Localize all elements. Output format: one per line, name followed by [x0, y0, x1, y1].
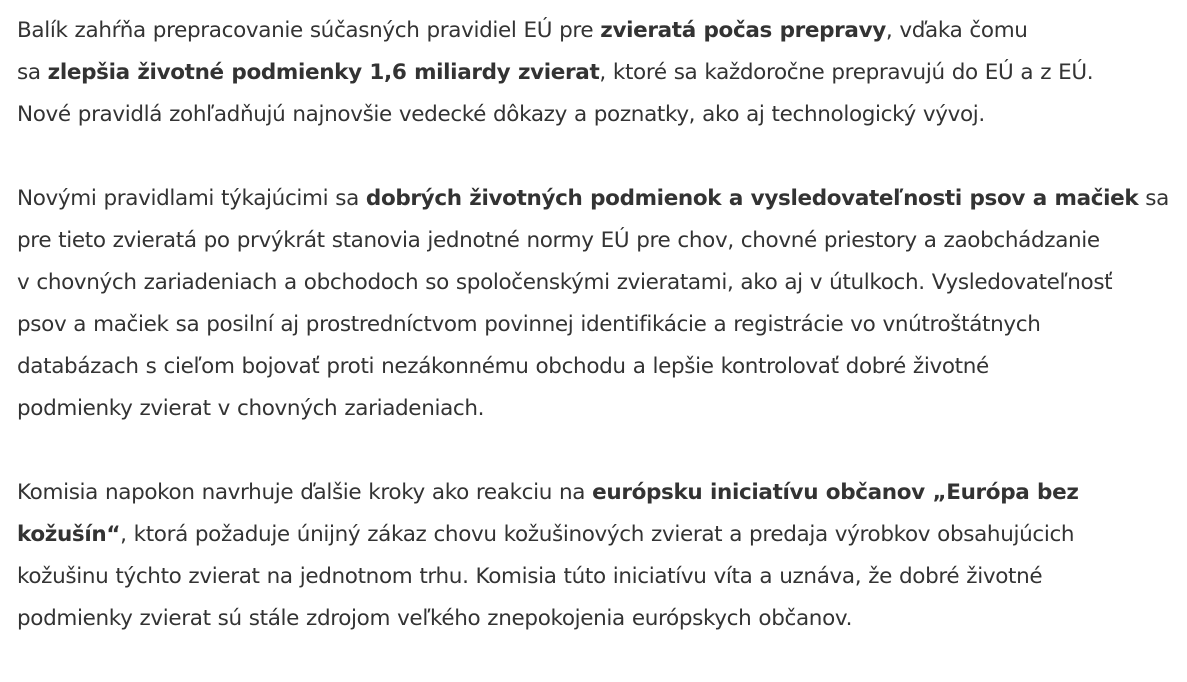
text-line — [17, 94, 1187, 136]
paragraph — [17, 472, 1187, 640]
text-line — [17, 262, 1187, 304]
text-span: kožušinu týchto zvierat na jednotnom trhu. Komisia túto iniciatívu víta a uznáva, že dobré životné — [17, 564, 1043, 589]
bold-text: zvieratá počas prepravy — [600, 18, 886, 43]
text-span: databázach s cieľom bojovať proti nezákonnému obchodu a lepšie kontrolovať dobré životné — [17, 354, 989, 379]
bold-text: dobrých životných podmienok a vysledovateľnosti psov a mačiek — [365, 186, 1139, 211]
bold-text: zlepšia životné podmienky 1,6 miliardy zvierat — [47, 60, 600, 85]
bold-text: kožušín“ — [17, 522, 121, 547]
text-span: psov a mačiek sa posilní aj prostredníctvom povinnej identifikácie a registrácie vo vnútroštátnych — [17, 312, 1041, 337]
text-line — [17, 556, 1187, 598]
text-span: Balík zahŕňa prepracovanie súčasných pravidiel EÚ pre — [17, 18, 601, 43]
text-span: podmienky zvierat sú stále zdrojom veľkého znepokojenia európskych občanov. — [17, 606, 853, 631]
text-span: , ktoré sa každoročne prepravujú do EÚ a z EÚ. — [599, 60, 1094, 85]
article-body — [17, 10, 1187, 682]
text-line — [17, 388, 1187, 430]
text-line — [17, 304, 1187, 346]
text-span: sa — [1138, 186, 1169, 211]
text-span: sa — [17, 60, 48, 85]
text-span: , vďaka čomu — [885, 18, 1028, 43]
text-line — [17, 178, 1187, 220]
text-line — [17, 346, 1187, 388]
text-span: pre tieto zvieratá po prvýkrát stanovia jednotné normy EÚ pre chov, chovné priestory a zaobchádzanie — [17, 228, 1100, 253]
text-line — [17, 472, 1187, 514]
text-line — [17, 10, 1187, 52]
text-line — [17, 514, 1187, 556]
text-line — [17, 220, 1187, 262]
bold-text: európsku iniciatívu občanov „Európa bez — [592, 480, 1079, 505]
text-span: , ktorá požaduje únijný zákaz chovu kožušinových zvierat a predaja výrobkov obsahujúcich — [120, 522, 1075, 547]
text-span: Nové pravidlá zohľadňujú najnovšie vedecké dôkazy a poznatky, ako aj technologický vývoj. — [17, 102, 985, 127]
text-span: v chovných zariadeniach a obchodoch so spoločenskými zvieratami, ako aj v útulkoch. Vysledovateľnosť — [17, 270, 1113, 295]
text-span: podmienky zvierat v chovných zariadeniach. — [17, 396, 485, 421]
text-span: Komisia napokon navrhuje ďalšie kroky ako reakciu na — [17, 480, 593, 505]
text-span: Novými pravidlami týkajúcimi sa — [17, 186, 366, 211]
paragraph — [17, 10, 1187, 136]
text-line — [17, 598, 1187, 640]
paragraph — [17, 178, 1187, 430]
text-line — [17, 52, 1187, 94]
